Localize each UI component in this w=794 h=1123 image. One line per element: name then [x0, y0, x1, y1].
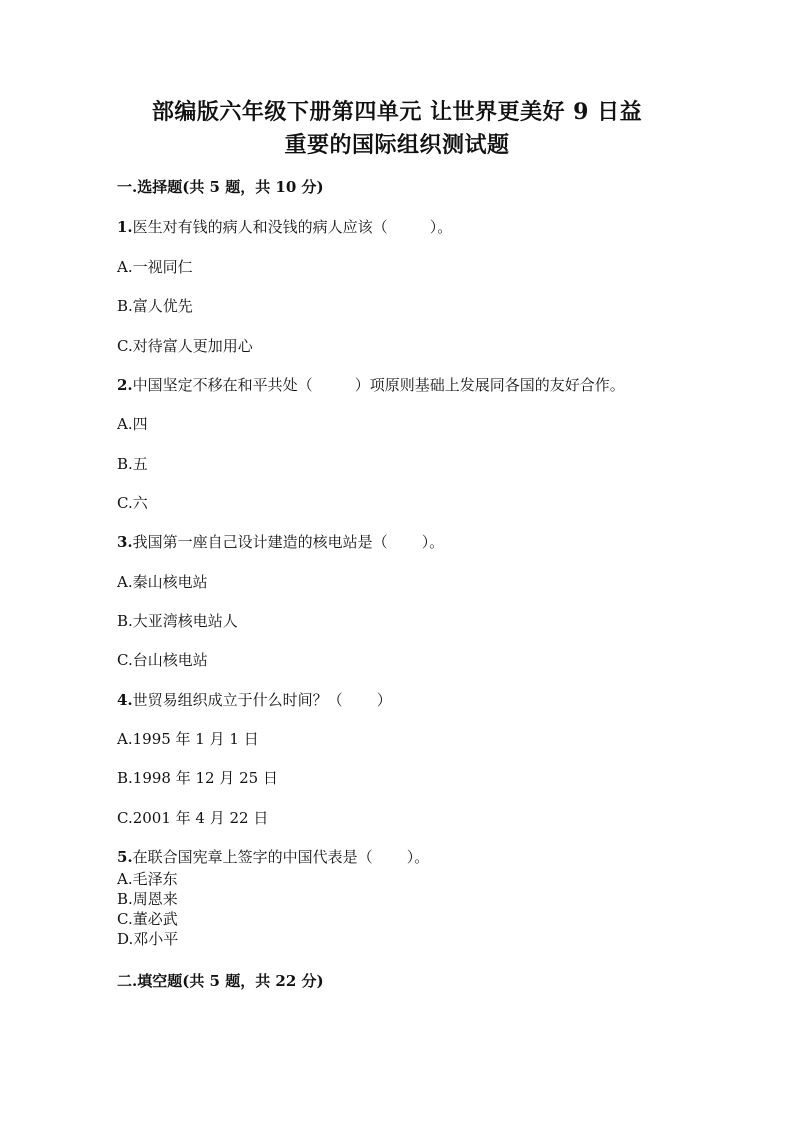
question-3 — [117, 532, 444, 552]
question-5 — [117, 847, 429, 867]
question-1 — [117, 217, 452, 237]
question-stem-after: ）。 — [421, 533, 445, 551]
option-5d: D.邓小平 — [117, 930, 179, 948]
option-4c: C.2001 年 4 月 22 日 — [117, 809, 269, 827]
question-stem-after: ）项原则基础上发展同各国的友好合作。 — [354, 376, 625, 394]
question-4 — [117, 690, 392, 710]
section-heading-choice: 一.选择题(共 5 题，共 10 分) — [117, 178, 324, 196]
option-5b: B.周恩来 — [117, 890, 178, 908]
section-heading-fill-blank: 二.填空题(共 5 题，共 22 分) — [117, 972, 324, 990]
option-4b: B.1998 年 12 月 25 日 — [117, 769, 278, 787]
question-stem-before: 中国坚定不移在和平共处（ — [132, 376, 313, 394]
question-number: 4. — [117, 691, 133, 709]
option-3b: B.大亚湾核电站人 — [117, 612, 238, 630]
option-5c: C.董必武 — [117, 910, 178, 928]
question-stem-after: ）。 — [406, 848, 430, 866]
question-stem-before: 我国第一座自己设计建造的核电站是（ — [132, 533, 388, 551]
question-stem-before: 世贸易组织成立于什么时间？（ — [132, 691, 343, 709]
document-title-line-1: 部编版六年级下册第四单元 让世界更美好 9 日益 — [151, 99, 643, 125]
option-2a: A.四 — [117, 415, 148, 433]
option-2c: C.六 — [117, 494, 148, 512]
question-2 — [117, 375, 625, 395]
option-3c: C.台山核电站 — [117, 651, 208, 669]
question-stem-before: 在联合国宪章上签字的中国代表是（ — [132, 848, 373, 866]
question-stem-after: ）。 — [429, 218, 453, 236]
question-stem-before: 医生对有钱的病人和没钱的病人应该（ — [132, 218, 388, 236]
question-number: 5. — [117, 848, 133, 866]
option-4a: A.1995 年 1 月 1 日 — [117, 730, 259, 748]
question-number: 3. — [117, 533, 133, 551]
option-3a: A.秦山核电站 — [117, 573, 208, 591]
option-2b: B.五 — [117, 455, 148, 473]
option-1a: A.一视同仁 — [117, 258, 193, 276]
question-stem-after: ） — [376, 691, 392, 709]
question-number: 1. — [117, 218, 133, 236]
question-number: 2. — [117, 376, 133, 394]
document-title-line-2: 重要的国际组织测试题 — [284, 132, 510, 158]
option-1c: C.对待富人更加用心 — [117, 337, 253, 355]
option-1b: B.富人优先 — [117, 297, 193, 315]
option-5a: A.毛泽东 — [117, 870, 178, 888]
